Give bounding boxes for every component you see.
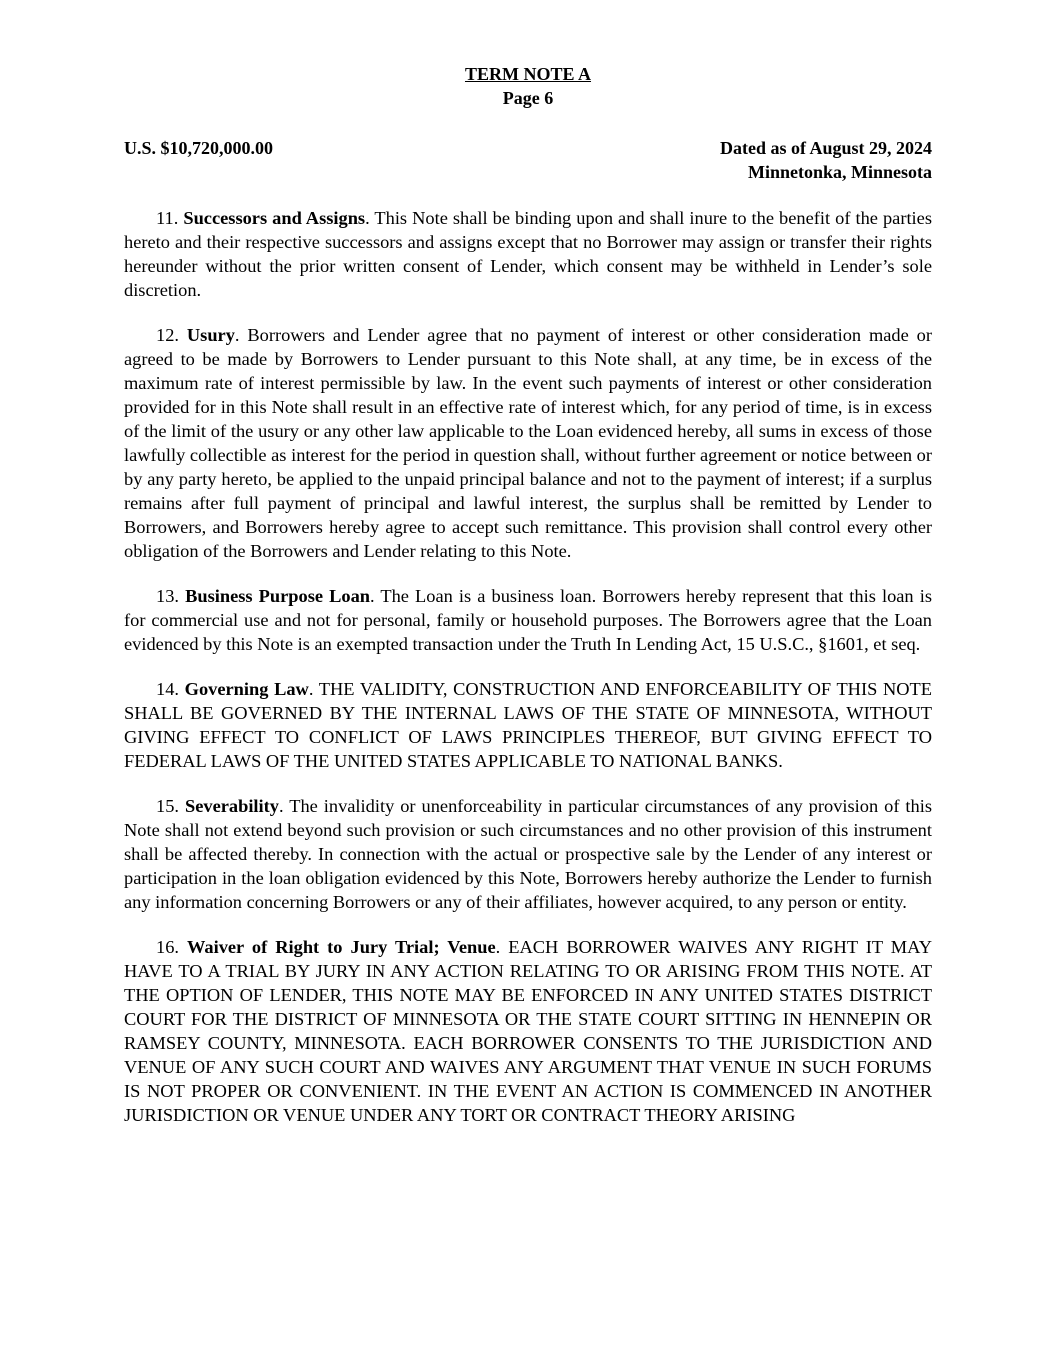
section-body: . Borrowers and Lender agree that no payment of interest or other consideration made or agreed to be made by Borrowers to Lender pursuant to this Note shall, at any time, be in excess of the maximum rate of interest permissible by law. In the event such payments of interest or other consideration provided for in this Note shall result in an effective rate of interest which, for any period of time, is in excess of the limit of the usury or any other law applicable to the Loan evidenced hereby, all sums in excess of those lawfully collectible as interest for the period in question shall, without further agreement or notice between or by any party hereto, be applied to the unpaid principal balance and not to the payment of interest; if a surplus remains after full payment of principal and lawful interest, the surplus shall be remitted by Lender to Borrowers, and Borrowers hereby agree to accept such remittance. This provision shall control every other obligation of the Borrowers and Lender relating to this Note. [124, 325, 932, 561]
document-title: TERM NOTE A [464, 64, 592, 84]
section-body: . THE VALIDITY, CONSTRUCTION AND ENFORCEABILITY OF THIS NOTE SHALL BE GOVERNED BY THE INTERNAL LAWS OF THE STATE OF MINNESOTA, WITHOUT GIVING EFFECT TO CONFLICT OF LAWS PRINCIPLES THEREOF, BUT GIVING EFFECT TO FEDERAL LAWS OF THE UNITED STATES APPLICABLE TO NATIONAL BANKS. [124, 679, 932, 771]
section-14 [124, 677, 932, 773]
dated-line: Dated as of August 29, 2024 [719, 138, 932, 158]
section-16 [124, 935, 932, 1127]
section-heading: Waiver of Right to Jury Trial; Venue [187, 937, 496, 957]
section-15 [124, 794, 932, 914]
section-number: 12. [156, 325, 179, 345]
section-number: 16. [156, 937, 179, 957]
section-number: 15. [156, 796, 179, 816]
section-body: . The Loan is a business loan. Borrowers hereby represent that this loan is for commercial use and not for personal, family or household purposes. The Borrowers agree that the Loan evidenced by this Note is an exempted transaction under the Truth In Lending Act, 15 U.S.C., §1601, et seq. [124, 586, 932, 654]
sections-container [124, 206, 932, 1127]
section-body: . EACH BORROWER WAIVES ANY RIGHT IT MAY HAVE TO A TRIAL BY JURY IN ANY ACTION RELATING TO OR ARISING FROM THIS NOTE. AT THE OPTION OF LENDER, THIS NOTE MAY BE ENFORCED IN ANY UNITED STATES DISTRICT COURT FOR THE DISTRICT OF MINNESOTA OR THE STATE COURT SITTING IN HENNEPIN OR RAMSEY COUNTY, MINNESOTA. EACH BORROWER CONSENTS TO THE JURISDICTION AND VENUE OF ANY SUCH COURT AND WAIVES ANY ARGUMENT THAT VENUE IN SUCH FORUMS IS NOT PROPER OR CONVENIENT. IN THE EVENT AN ACTION IS COMMENCED IN ANOTHER JURISDICTION OR VENUE UNDER ANY TORT OR CONTRACT THEORY ARISING [124, 937, 932, 1125]
section-heading: Usury [186, 325, 235, 345]
document-page [124, 62, 932, 1148]
section-11 [124, 206, 932, 302]
section-number: 11. [156, 208, 179, 228]
section-number: 13. [156, 586, 179, 606]
section-13 [124, 584, 932, 656]
section-body: . This Note shall be binding upon and shall inure to the benefit of the parties hereto and their respective successors and assigns except that no Borrower may assign or transfer their rights hereunder without the prior written consent of Lender, which consent may be withheld in Lender’s sole discretion. [124, 208, 932, 300]
page-number: Page 6 [502, 88, 554, 108]
section-number: 14. [156, 679, 179, 699]
section-heading: Business Purpose Loan [185, 586, 370, 606]
note-meta [124, 136, 932, 184]
principal-amount: U.S. $10,720,000.00 [124, 138, 274, 158]
section-heading: Successors and Assigns [183, 208, 366, 228]
section-body: . The invalidity or unenforceability in particular circumstances of any provision of this Note shall not extend beyond such provision or such circumstances and no other provision of this instrument shall be affected thereby. In connection with the actual or prospective sale by the Lender of any interest or participation in the loan obligation evidenced by this Note, Borrowers hereby authorize the Lender to furnish any information concerning Borrowers or any of their affiliates, however acquired, to any person or entity. [124, 796, 932, 912]
section-heading: Governing Law [184, 679, 309, 699]
place-line: Minnetonka, Minnesota [747, 162, 932, 182]
section-heading: Severability [184, 796, 279, 816]
section-12 [124, 323, 932, 563]
